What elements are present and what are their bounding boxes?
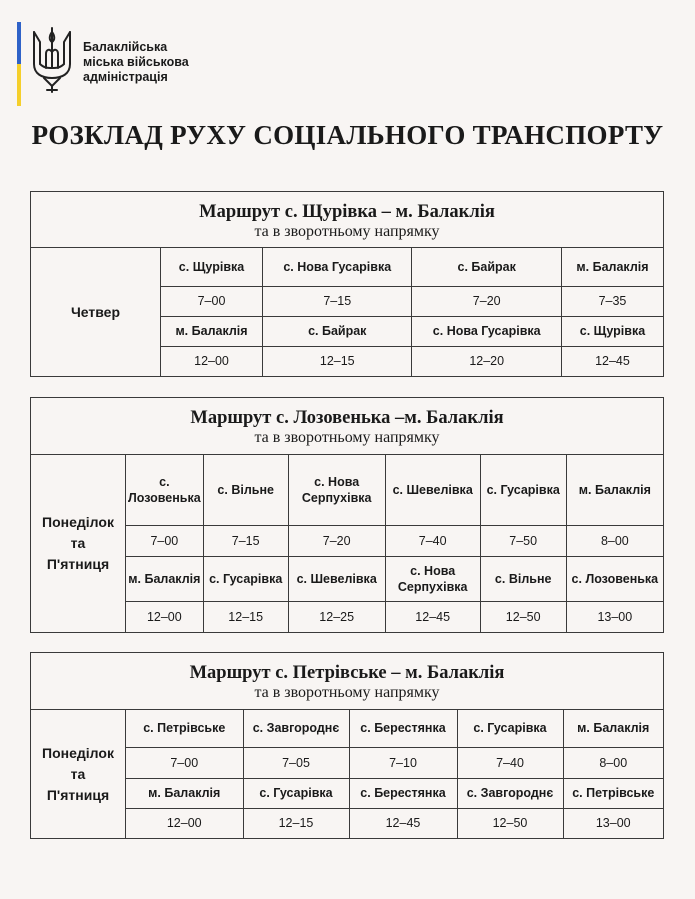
time-cell: 12–15 xyxy=(243,808,349,838)
table-row xyxy=(126,808,663,838)
stop-cell: с. Вільне xyxy=(203,455,288,525)
ukraine-flag-stripe xyxy=(17,22,21,106)
time-cell: 8–00 xyxy=(563,747,663,778)
route-name: Маршрут с. Петрівське – м. Балаклія xyxy=(189,663,505,683)
day-label: П'ятниця xyxy=(46,786,110,803)
route-name: Маршрут с. Щурівка – м. Балаклія xyxy=(199,202,495,222)
table-row xyxy=(126,710,663,747)
route-subtitle: та в зворотньому напрямку xyxy=(254,429,440,446)
stop-cell: м. Балаклія xyxy=(161,316,263,346)
time-cell: 12–45 xyxy=(349,808,457,838)
time-cell: 12–45 xyxy=(561,346,663,376)
stop-cell: с. Завгороднє xyxy=(243,710,349,747)
table-row xyxy=(161,316,663,346)
time-cell: 7–15 xyxy=(203,525,288,556)
time-cell: 7–00 xyxy=(126,525,203,556)
stop-cell: м. Балаклія xyxy=(563,710,663,747)
route-subtitle: та в зворотньому напрямку xyxy=(254,223,440,240)
time-cell: 12–25 xyxy=(288,601,385,632)
time-cell: 12–15 xyxy=(203,601,288,632)
time-cell: 7–35 xyxy=(561,286,663,316)
stop-cell: с. Байрак xyxy=(412,248,561,286)
table-row xyxy=(126,778,663,808)
stop-cell: с. Завгороднє xyxy=(457,778,563,808)
time-cell: 7–20 xyxy=(288,525,385,556)
trident-icon xyxy=(30,24,74,96)
table-row xyxy=(161,286,663,316)
org-line-3: адміністрація xyxy=(83,70,168,84)
org-line-1: Балаклійська xyxy=(83,40,168,54)
time-cell: 7–40 xyxy=(385,525,480,556)
time-cell: 7–40 xyxy=(457,747,563,778)
route-name: Маршрут с. Лозовенька –м. Балаклія xyxy=(190,408,504,428)
route-header xyxy=(31,192,663,248)
stop-cell: с. Гусарівка xyxy=(203,556,288,601)
time-cell: 13–00 xyxy=(563,808,663,838)
organization-name xyxy=(83,40,189,85)
org-line-2: міська військова xyxy=(83,55,189,69)
table-row xyxy=(126,747,663,778)
day-label: Понеділок xyxy=(42,514,114,530)
stop-cell: м. Балаклія xyxy=(561,248,663,286)
route-body xyxy=(31,710,663,838)
stop-cell: с. Берестянка xyxy=(349,778,457,808)
route-schedule-shchurivka xyxy=(30,191,664,377)
table-row xyxy=(161,248,663,286)
time-cell: 7–00 xyxy=(126,747,243,778)
route-schedule-petrivske xyxy=(30,652,664,839)
stop-cell: м. Балаклія xyxy=(566,455,663,525)
route-days xyxy=(31,248,161,376)
stop-cell: с. Лозовенька xyxy=(126,455,203,525)
stop-cell: с. Петрівське xyxy=(563,778,663,808)
day-label: Понеділок xyxy=(42,744,114,761)
stop-cell: м. Балаклія xyxy=(126,556,203,601)
page-title: РОЗКЛАД РУХУ СОЦІАЛЬНОГО ТРАНСПОРТУ xyxy=(31,120,664,150)
schedule-table xyxy=(161,248,663,376)
table-row xyxy=(126,455,663,525)
schedule-table xyxy=(126,455,663,632)
time-cell: 12–45 xyxy=(385,601,480,632)
table-row xyxy=(126,525,663,556)
stop-cell: с. Шевелівка xyxy=(385,455,480,525)
stop-cell: с. Гусарівка xyxy=(480,455,566,525)
flag-blue xyxy=(17,22,21,64)
day-label: та xyxy=(70,535,86,551)
time-cell: 7–50 xyxy=(480,525,566,556)
time-cell: 12–00 xyxy=(126,601,203,632)
time-cell: 12–00 xyxy=(126,808,243,838)
table-row xyxy=(126,556,663,601)
route-schedule-lozovenka xyxy=(30,397,664,633)
stop-cell: с. Гусарівка xyxy=(457,710,563,747)
time-cell: 12–50 xyxy=(480,601,566,632)
stop-cell: с. Щурівка xyxy=(161,248,263,286)
flag-yellow xyxy=(17,64,21,106)
stop-cell: с. Гусарівка xyxy=(243,778,349,808)
stop-cell: м. Балаклія xyxy=(126,778,243,808)
time-cell: 7–05 xyxy=(243,747,349,778)
day-label: П'ятниця xyxy=(46,556,110,572)
stop-cell: с. Нова Серпухівка xyxy=(288,455,385,525)
schedule-table xyxy=(126,710,663,838)
day-label: та xyxy=(70,765,86,782)
time-cell: 7–15 xyxy=(263,286,412,316)
stop-cell: с. Вільне xyxy=(480,556,566,601)
stop-cell: с. Лозовенька xyxy=(566,556,663,601)
table-row xyxy=(126,601,663,632)
stop-cell: с. Щурівка xyxy=(561,316,663,346)
route-days xyxy=(31,710,126,838)
time-cell: 7–10 xyxy=(349,747,457,778)
day-label: Четвер xyxy=(70,303,121,320)
stop-cell: с. Нова Гусарівка xyxy=(412,316,561,346)
stop-cell: с. Нова Серпухівка xyxy=(385,556,480,601)
time-cell: 12–20 xyxy=(412,346,561,376)
table-row xyxy=(161,346,663,376)
stop-cell: с. Байрак xyxy=(263,316,412,346)
stop-cell: с. Шевелівка xyxy=(288,556,385,601)
time-cell: 7–00 xyxy=(161,286,263,316)
time-cell: 7–20 xyxy=(412,286,561,316)
route-subtitle: та в зворотньому напрямку xyxy=(254,684,440,701)
route-days xyxy=(31,455,126,632)
route-body xyxy=(31,248,663,376)
stop-cell: с. Петрівське xyxy=(126,710,243,747)
route-body xyxy=(31,455,663,632)
stop-cell: с. Берестянка xyxy=(349,710,457,747)
time-cell: 12–50 xyxy=(457,808,563,838)
route-header xyxy=(31,398,663,455)
time-cell: 13–00 xyxy=(566,601,663,632)
time-cell: 12–00 xyxy=(161,346,263,376)
route-header xyxy=(31,653,663,710)
time-cell: 8–00 xyxy=(566,525,663,556)
stop-cell: с. Нова Гусарівка xyxy=(263,248,412,286)
time-cell: 12–15 xyxy=(263,346,412,376)
